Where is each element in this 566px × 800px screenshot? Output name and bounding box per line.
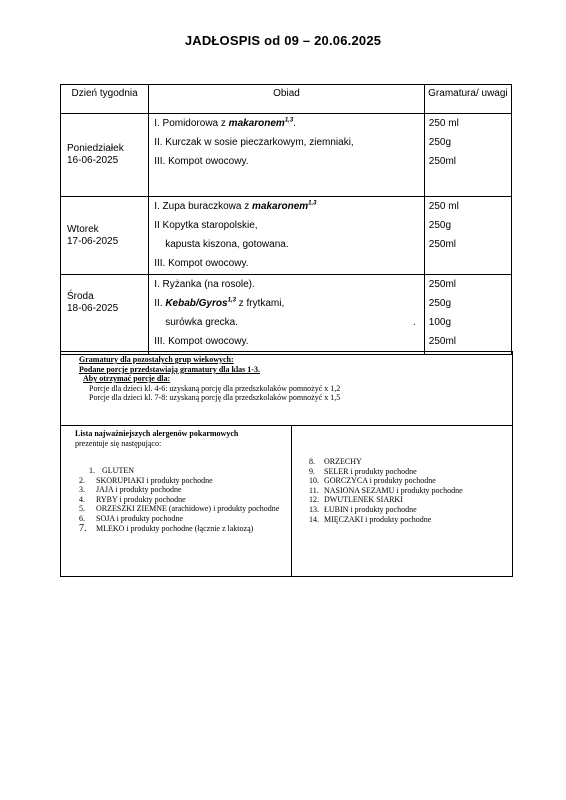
gram-cell: 250ml 250g 100g 250ml <box>424 275 511 355</box>
dish-line: I. Zupa buraczkowa z makaronem$^{1,3}$ <box>154 200 317 212</box>
day-name: Wtorek <box>67 223 99 235</box>
allergen-heading: Lista najważniejszych alergenów pokarmowych <box>75 429 239 438</box>
list-item: 4. RYBY i produkty pochodne <box>79 494 186 504</box>
day-name: Poniedziałek <box>67 143 124 154</box>
list-item: 2. SKORUPIAKI i produkty pochodne <box>79 475 213 485</box>
list-item: 8. ORZECHY <box>309 457 362 466</box>
dish-line: III. Kompot owocowy. <box>154 156 249 167</box>
day-name: Środa <box>67 291 94 302</box>
list-item: 13. ŁUBIN i produkty pochodne <box>309 504 417 514</box>
table-row <box>61 114 512 197</box>
gram-cell: 250 ml 250g 250ml <box>424 197 511 275</box>
day-cell <box>61 114 149 197</box>
table-row <box>61 275 512 355</box>
day-date: 18-06-2025 <box>67 303 119 314</box>
allergen-subheading: prezentuje się następująco: <box>75 439 162 448</box>
list-item: 14. MIĘCZAKI i produkty pochodne <box>309 514 432 524</box>
header-row <box>61 85 512 114</box>
dish-cell <box>149 197 425 275</box>
list-item: 12. DWUTLENEK SIARKI <box>309 495 403 505</box>
dish-line: III. Kompot owocowy. <box>154 336 249 347</box>
dish-cell <box>149 275 425 355</box>
dish-line: III. Kompot owocowy. <box>154 258 249 269</box>
dish-line: II Kopytka staropolskie, <box>154 220 258 231</box>
header-day: Dzień tygodnia <box>61 85 149 114</box>
table-row <box>61 197 512 275</box>
day-cell <box>61 275 149 355</box>
dish-line: I. Pomidorowa z makaronem$^{1,3}$. <box>154 117 296 129</box>
header-gram: Gramatura/ uwagi <box>424 85 511 114</box>
list-item: 6. SOJA i produkty pochodne <box>79 513 183 523</box>
dish-line: kapusta kiszona, gotowana. <box>165 239 289 250</box>
gram-cell: 250 ml 250g 250ml <box>424 114 511 197</box>
list-item: 11. NASIONA SEZAMU i produkty pochodne <box>309 485 463 495</box>
day-cell <box>61 197 149 275</box>
list-item: 7. MLEKO i produkty pochodne (łącznie z laktozą) <box>79 522 254 534</box>
list-item: 5. ORZESZKI ZIEMNE (arachidowe) i produkty pochodne <box>79 504 280 514</box>
list-item: 1. GLUTEN <box>89 466 134 475</box>
dish-line: II. Kebab/Gyros$^{1,3}$ z frytkami, <box>154 297 285 309</box>
dish-cell <box>149 114 425 197</box>
day-date: 17-06-2025 <box>67 235 119 247</box>
portion-info: Gramatury dla pozostałych grup wiekowych: Podane porcje przedstawiają gramatury dla klas 1-3. Aby otrzymać porcje dla: Porcje dla dzieci kl. 4-6: uzyskaną porcję dla przedszkolaków pomnożyć x 1,2 Porcje dla dzieci kl. 7-8: uzyskaną porcję dla przedszkolaków pomnożyć x 1,5 <box>60 351 513 426</box>
dish-line: I. Ryżanka (na rosole). <box>154 279 255 290</box>
dish-line: surówka grecka. . <box>165 317 416 328</box>
allergen-left-column <box>61 426 292 576</box>
header-dinner: Obiad <box>149 85 425 114</box>
menu-table <box>60 84 512 355</box>
page-title: JADŁOSPIS od 09 – 20.06.2025 <box>184 33 382 48</box>
list-item: 10. GORCZYCA i produkty pochodne <box>309 476 436 486</box>
dish-line: II. Kurczak w sosie pieczarkowym, ziemniaki, <box>154 137 354 148</box>
allergen-list <box>60 425 513 577</box>
list-item: 9. SELER i produkty pochodne <box>309 466 417 476</box>
allergen-right-column <box>292 426 512 576</box>
list-item: 3. JAJA i produkty pochodne <box>79 485 182 495</box>
day-date: 16-06-2025 <box>67 155 119 166</box>
